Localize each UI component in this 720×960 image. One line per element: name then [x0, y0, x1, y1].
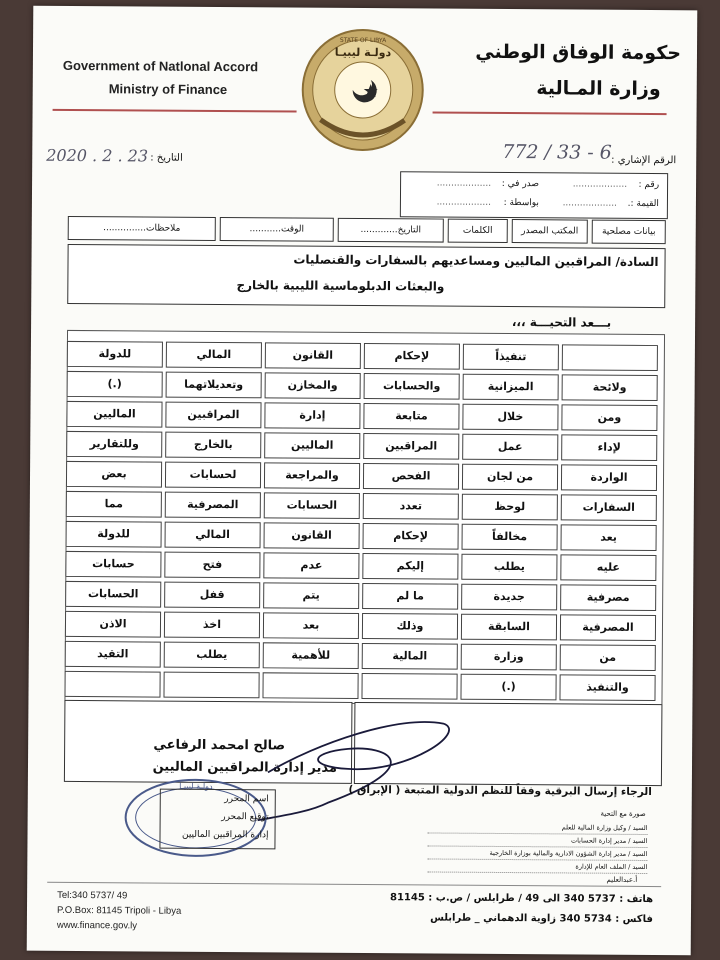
- grid-cell: [262, 672, 358, 699]
- grid-cell: يعد: [561, 524, 657, 551]
- grid-cell: بالخارج: [165, 432, 261, 459]
- seal-top-text: STATE OF LIBYA: [339, 36, 387, 45]
- ref-value: 772 / 33 - 6: [502, 140, 612, 164]
- footer-tel-en: Tel:340 5737/ 49: [57, 889, 128, 902]
- grid-cell: المالي: [166, 342, 262, 369]
- grid-cell: الاذن: [65, 611, 161, 638]
- footer-rule: [47, 882, 661, 887]
- editor-field-2: توقيع المحرر: [221, 812, 269, 823]
- value-label: القيمة :.: [627, 198, 659, 210]
- date-label: التاريخ :: [150, 152, 183, 164]
- grid-cell: للدولة: [67, 341, 163, 368]
- cc-footer: أ.عبدالعليم: [606, 875, 638, 884]
- issued-dots: ...................: [436, 178, 492, 189]
- editor-box: [159, 789, 275, 850]
- grid-cell: الحسابات: [264, 492, 360, 519]
- grid-cell: والحسابات: [364, 373, 460, 400]
- info-cell-2: المكتب المصدر: [512, 219, 588, 244]
- ministry-name-en: Ministry of Finance: [108, 81, 228, 98]
- signatory-title: مدير إدارة المراقبين الماليين: [152, 759, 338, 776]
- grid-cell: إليكم: [362, 553, 458, 580]
- info-cell-1: بيانات مصلحية: [592, 220, 666, 245]
- grid-cell: والمخازن: [265, 372, 361, 399]
- grid-cell: تنفيذاً: [463, 344, 559, 371]
- grid-cell: [64, 671, 160, 698]
- document-page: [27, 6, 698, 956]
- grid-cell: بعد: [263, 612, 359, 639]
- grid-cell: المالي: [165, 522, 261, 549]
- grid-cell: القانون: [265, 342, 361, 369]
- number-dots: ...................: [572, 179, 628, 190]
- footer-phone-ar: هاتف : 5737 340 الى 49 / طرابلس / ص.ب : 81145: [389, 892, 654, 906]
- number-label: رقم :: [638, 179, 660, 191]
- cc-item: السيد / مدير إدارة الشؤون الادارية والمالية بوزارة الخارجية: [427, 846, 647, 861]
- recipient-line-1: السادة/ المراقبين الماليين ومساعديهم بالسفارات والقنصليات: [293, 252, 659, 270]
- grid-cell: لإداء: [561, 434, 657, 461]
- grid-cell: الماليين: [264, 432, 360, 459]
- editor-field-3: إدارة المراقبين الماليين: [181, 829, 269, 841]
- grid-cell: لوحظ: [462, 494, 558, 521]
- editor-field-1: اسم المحرر: [224, 794, 269, 805]
- grid-cell: والتنفيذ: [559, 674, 655, 701]
- seal-ar-text: دولـة ليبيـا: [334, 45, 392, 60]
- info-cell-6: ملاحظات...............: [68, 216, 216, 241]
- grid-cell: (.): [67, 371, 163, 398]
- grid-cell: (.): [460, 674, 556, 701]
- issued-label: صدر في :: [501, 178, 540, 190]
- grid-cell: قفل: [164, 582, 260, 609]
- header-rule-right: [433, 111, 667, 115]
- gov-name-ar: حكومة الوفاق الوطني: [475, 40, 682, 65]
- grid-cell: [361, 673, 457, 700]
- grid-cell: تعدد: [363, 493, 459, 520]
- cc-item: السيد / وكيل وزارة المالية للعلم: [428, 820, 648, 835]
- grid-cell: جديدة: [461, 584, 557, 611]
- cc-item: السيد / الملف العام للإدارة: [427, 859, 647, 874]
- grid-cell: إدارة: [264, 402, 360, 429]
- grid-cell: [562, 344, 658, 371]
- grid-cell: الماليين: [66, 401, 162, 428]
- grid-cell: من لجان: [462, 464, 558, 491]
- grid-cell: السفارات: [561, 494, 657, 521]
- grid-cell: التقيد: [65, 641, 161, 668]
- footer-pobox-en: P.O.Box: 81145 Tripoli - Libya: [56, 904, 182, 917]
- grid-cell: الفحص: [363, 463, 459, 490]
- grid-cell: الواردة: [561, 464, 657, 491]
- grid-cell: متابعة: [363, 403, 459, 430]
- info-row: [68, 216, 666, 246]
- grid-cell: وللتقارير: [66, 431, 162, 458]
- info-cell-5: الوقت...........: [220, 217, 334, 242]
- grid-cell: بعض: [66, 461, 162, 488]
- info-cell-3: الكلمات: [448, 219, 508, 243]
- meta-box: [400, 171, 668, 219]
- grid-cell: خلال: [462, 404, 558, 431]
- signatory-name: صالح امحمد الرفاعي: [153, 737, 286, 754]
- grid-cell: حسابات: [65, 551, 161, 578]
- grid-cell: وتعديلاتهما: [166, 372, 262, 399]
- stamp-ring-text: دولـة ليبيـا: [179, 781, 213, 791]
- cc-list: [427, 820, 647, 874]
- cc-title: صورة مع التحية: [600, 809, 646, 818]
- value-dots: ...................: [562, 198, 617, 209]
- grid-cell: ولائحة: [562, 374, 658, 401]
- grid-cell: عليه: [560, 554, 656, 581]
- recipient-box: [67, 244, 665, 308]
- grid-cell: مصرفية: [560, 584, 656, 611]
- grid-cell: المصرفية: [165, 492, 261, 519]
- state-seal-emblem: [300, 28, 425, 153]
- grid-cell: [163, 672, 259, 699]
- grid-cell: الحسابات: [65, 581, 161, 608]
- cc-item: السيد / مدير إدارة الحسابات: [427, 833, 647, 848]
- info-cell-4: التاريخ.............: [338, 218, 444, 243]
- footer-web[interactable]: www.finance.gov.ly: [56, 919, 138, 932]
- grid-cell: فتح: [164, 552, 260, 579]
- grid-cell: اخذ: [164, 612, 260, 639]
- date-value: 2020 . 2 . 23: [46, 145, 149, 166]
- grid-cell: المصرفية: [560, 614, 656, 641]
- grid-cell: يطلب: [461, 554, 557, 581]
- grid-cell: يطلب: [164, 642, 260, 669]
- grid-cell: المراقبين: [363, 433, 459, 460]
- recipient-line-2: والبعثات الدبلوماسية الليبية بالخارج: [236, 278, 445, 294]
- telegram-note: الرجاء إرسال البرقية وفقاً للنظم الدولية المتبعة ( الإبراق ): [348, 783, 652, 799]
- message-grid: [64, 330, 665, 706]
- grid-cell: الميزانية: [463, 374, 559, 401]
- grid-cell: المراقبين: [165, 402, 261, 429]
- header-rule-left: [53, 109, 297, 113]
- grid-cell: من: [560, 644, 656, 671]
- grid-cell: لإحكام: [364, 343, 460, 370]
- grid-cell: القانون: [264, 522, 360, 549]
- grid-cell: ما لم: [362, 583, 458, 610]
- ref-label: الرقم الإشاري :: [611, 154, 677, 167]
- gov-name-en: Government of Natlonal Accord: [62, 57, 259, 75]
- grid-cell: ومن: [561, 404, 657, 431]
- via-label: بواسطة :: [503, 197, 539, 209]
- greeting: بـــعد التحيـــة ،،،: [511, 315, 612, 330]
- grid-cell: لإحكام: [363, 523, 459, 550]
- grid-cell: مما: [66, 491, 162, 518]
- grid-cell: للدولة: [66, 521, 162, 548]
- grid-cell: عمل: [462, 434, 558, 461]
- grid-cell: المالية: [362, 643, 458, 670]
- footer-fax-ar: فاكس : 5734 340 زاوية الدهماني _ طرابلس: [430, 912, 653, 926]
- ministry-name-ar: وزارة المـالية: [536, 77, 661, 101]
- grid-cell: وذلك: [362, 613, 458, 640]
- grid-cell: السابقة: [461, 614, 557, 641]
- grid-cell: مخالفاً: [462, 524, 558, 551]
- via-dots: ...................: [436, 197, 491, 208]
- grid-cell: عدم: [263, 552, 359, 579]
- grid-cell: للأهمية: [263, 642, 359, 669]
- grid-cell: والمراجعة: [264, 462, 360, 489]
- grid-cell: يتم: [263, 582, 359, 609]
- grid-cell: لحسابات: [165, 462, 261, 489]
- grid-cell: وزارة: [461, 644, 557, 671]
